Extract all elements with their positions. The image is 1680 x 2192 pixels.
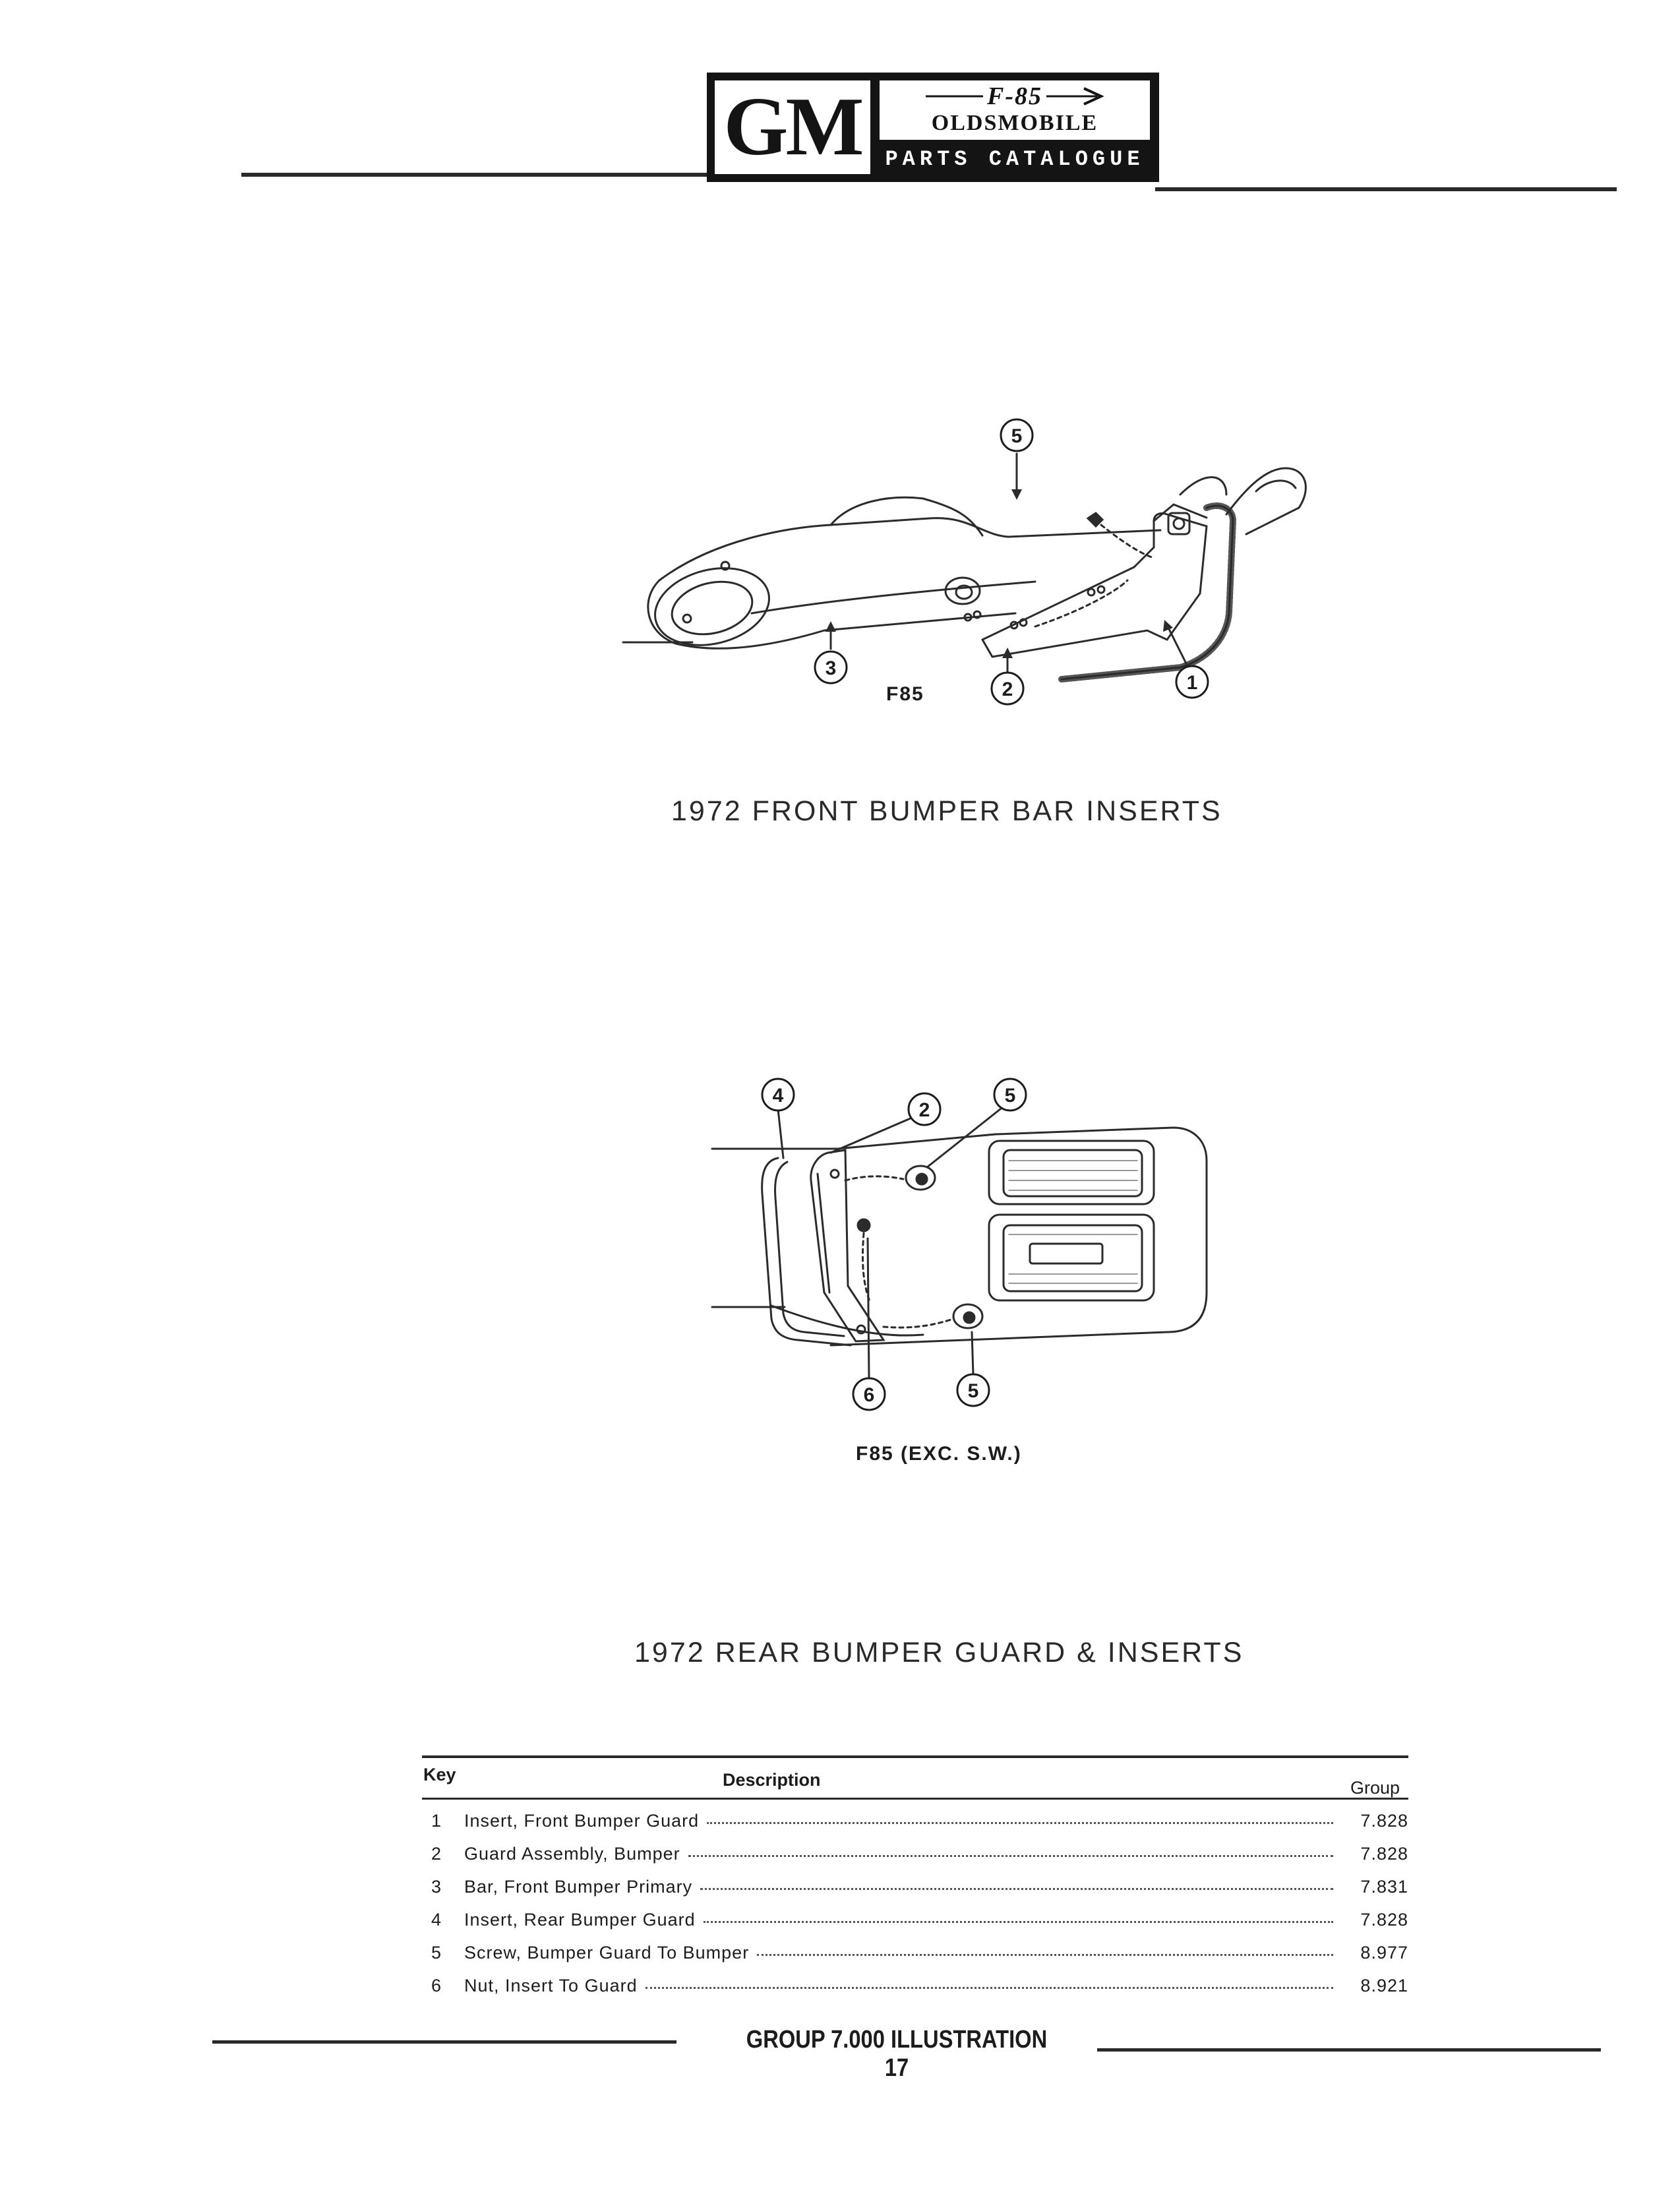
column-header-description: Description	[723, 1770, 821, 1790]
gm-parts-catalogue-logo	[707, 73, 1159, 182]
dot-leader	[700, 1888, 1333, 1890]
dot-leader	[707, 1822, 1333, 1824]
row-description: Guard Assembly, Bumper	[464, 1844, 680, 1864]
row-group: 8.921	[1360, 1976, 1408, 1995]
front-figure-title: 1972 FRONT BUMPER BAR INSERTS	[671, 795, 1222, 827]
gm-logo-box	[715, 80, 870, 174]
row-description: Insert, Front Bumper Guard	[464, 1811, 700, 1831]
callout-5: 5	[1011, 425, 1023, 447]
table-row	[422, 1811, 1408, 1844]
catalogue-subtitle: PARTS CATALOGUE	[885, 146, 1145, 171]
rear-bumper-drawing	[705, 1068, 1220, 1411]
table-row	[422, 1877, 1408, 1910]
callout-2: 2	[918, 1099, 930, 1121]
callout-4: 4	[772, 1085, 784, 1107]
table-top-rule	[422, 1755, 1408, 1758]
header-rule-right	[1155, 187, 1617, 191]
gm-logo-text: GM	[723, 81, 862, 173]
footer-rule-right	[1097, 2048, 1601, 2052]
brand-panel	[880, 80, 1150, 140]
dot-leader	[757, 1954, 1333, 1956]
callout-5: 5	[967, 1380, 979, 1402]
row-key: 6	[431, 1976, 442, 1995]
row-key: 2	[431, 1844, 442, 1864]
header-rule-left	[241, 173, 711, 177]
column-header-group: Group	[1350, 1778, 1400, 1798]
dot-leader	[704, 1921, 1333, 1923]
callout-5: 5	[1004, 1085, 1016, 1107]
brand-name: OLDSMOBILE	[931, 111, 1098, 135]
table-header-rule	[422, 1798, 1408, 1800]
row-key: 1	[431, 1811, 442, 1831]
row-group: 7.828	[1360, 1910, 1408, 1930]
row-key: 3	[431, 1877, 442, 1897]
model-line	[880, 83, 1150, 109]
front-bumper-drawing	[613, 396, 1312, 712]
front-bumper-illustration	[613, 396, 1312, 712]
row-description: Nut, Insert To Guard	[464, 1976, 638, 1995]
table-row	[422, 1976, 1408, 2009]
rear-figure-title: 1972 REAR BUMPER GUARD & INSERTS	[634, 1637, 1244, 1668]
row-group: 7.828	[1360, 1811, 1408, 1831]
table-row	[422, 1943, 1408, 1976]
model-name: F-85	[983, 82, 1046, 111]
row-description: Bar, Front Bumper Primary	[464, 1877, 693, 1897]
row-group: 7.831	[1360, 1877, 1408, 1897]
row-key: 5	[431, 1943, 442, 1963]
table-row	[422, 1844, 1408, 1877]
column-header-key: Key	[423, 1765, 456, 1784]
row-description: Insert, Rear Bumper Guard	[464, 1910, 696, 1930]
front-figure-model-label: F85	[886, 683, 924, 705]
dot-leader	[688, 1855, 1333, 1857]
footer-illustration-caption: GROUP 7.000 ILLUSTRATION 17	[746, 2026, 1048, 2082]
rear-figure-model-label: F85 (EXC. S.W.)	[856, 1443, 1022, 1465]
dot-leader	[645, 1987, 1333, 1989]
row-key: 4	[431, 1910, 442, 1930]
table-row	[422, 1910, 1408, 1943]
footer-rule-left	[212, 2040, 676, 2044]
rear-bumper-illustration	[705, 1068, 1220, 1411]
callout-1: 1	[1186, 672, 1198, 694]
callout-3: 3	[825, 657, 837, 679]
row-group: 8.977	[1360, 1943, 1408, 1963]
row-description: Screw, Bumper Guard To Bumper	[464, 1943, 750, 1963]
callout-6: 6	[863, 1384, 875, 1406]
callout-2: 2	[1002, 679, 1013, 700]
row-group: 7.828	[1360, 1844, 1408, 1864]
